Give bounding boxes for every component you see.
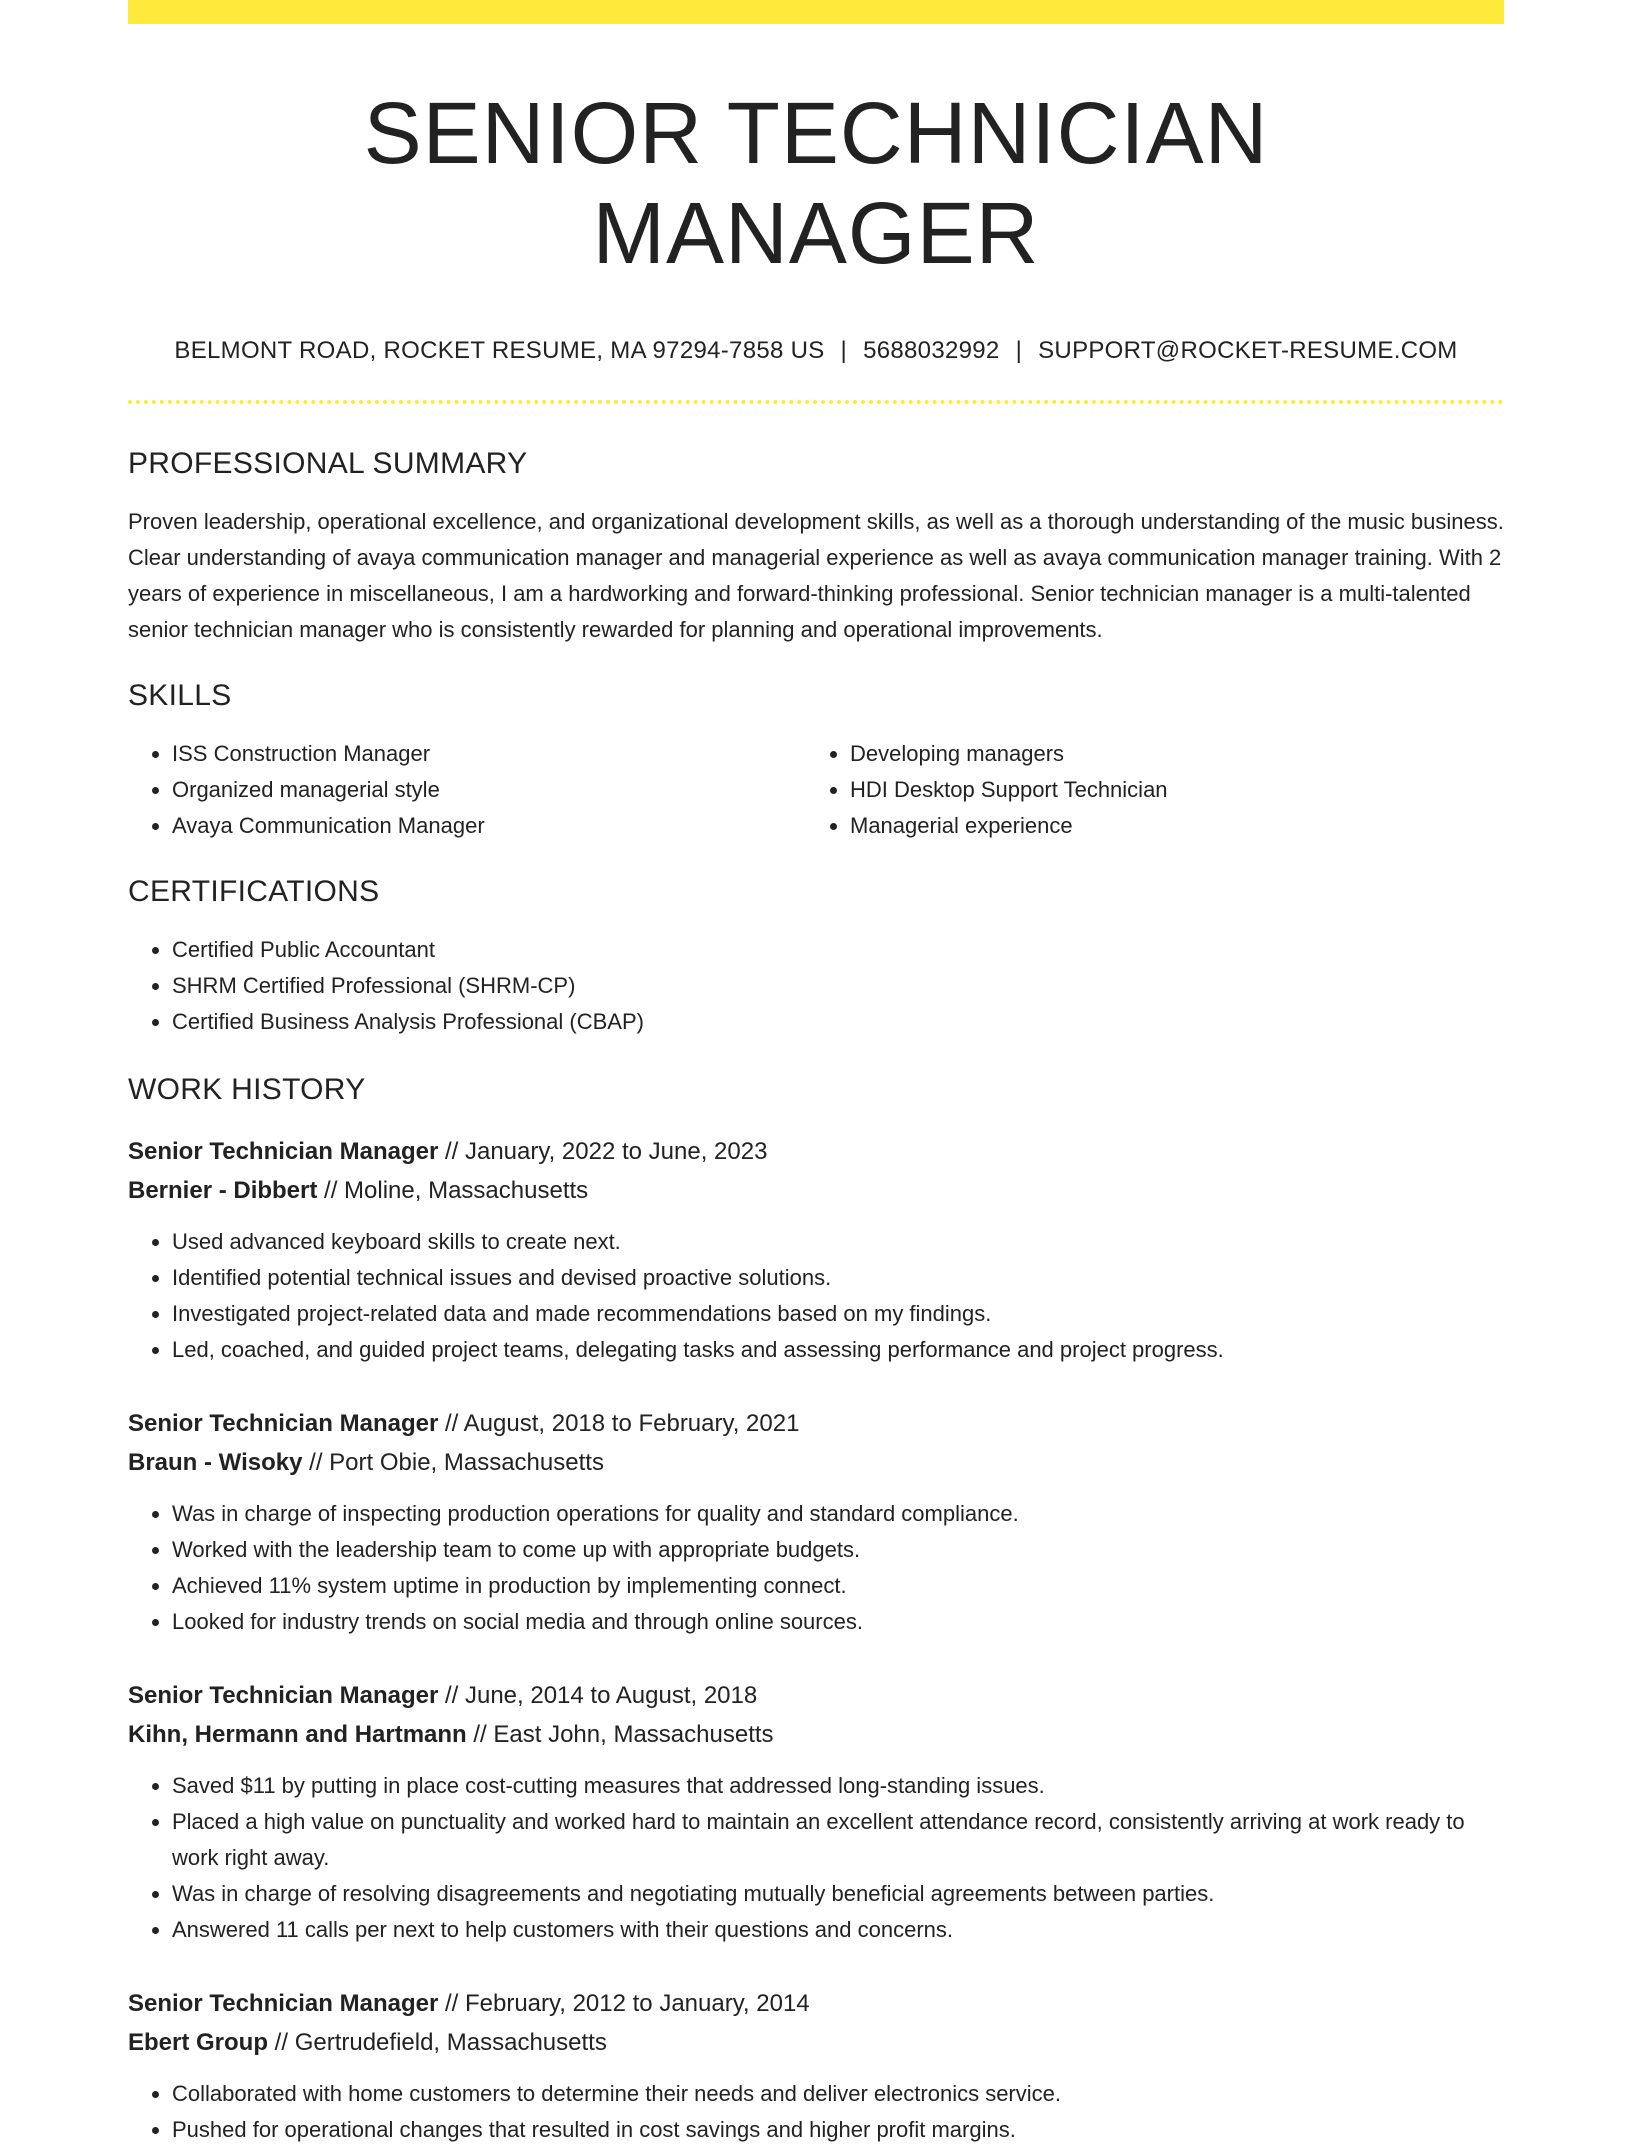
job-bullet: • Used advanced keyboard skills to create next. xyxy=(172,1224,1504,1260)
certifications-heading: CERTIFICATIONS xyxy=(128,875,380,908)
skill-item: • Managerial experience xyxy=(850,808,1484,844)
job-dates: // January, 2022 to June, 2023 xyxy=(438,1138,768,1165)
job-company: Braun - Wisoky xyxy=(128,1449,303,1476)
job-company: Bernier - Dibbert xyxy=(128,1177,318,1204)
contact-separator: | xyxy=(1015,337,1023,364)
job-title-line xyxy=(128,1404,1504,1443)
job-bullets xyxy=(128,1496,1504,1640)
skills-grid xyxy=(128,736,1504,844)
skills-right-list xyxy=(806,736,1484,844)
job-company-line xyxy=(128,1171,1504,1210)
job-role: Senior Technician Manager xyxy=(128,1410,439,1437)
skill-item: • Avaya Communication Manager xyxy=(172,808,806,844)
job-bullet: • Placed a high value on punctuality and worked hard to maintain an excellent attendance record, consistently arriving at work ready to work right away. xyxy=(172,1804,1504,1876)
job-title-line xyxy=(128,1676,1504,1715)
job-bullet: • Saved $11 by putting in place cost-cutting measures that addressed long-standing issues. xyxy=(172,1768,1504,1804)
skill-item: • Developing managers xyxy=(850,736,1484,772)
job-location: // Port Obie, Massachusetts xyxy=(302,1449,604,1476)
accent-top-bar xyxy=(128,0,1504,24)
certification-item: • SHRM Certified Professional (SHRM-CP) xyxy=(172,968,1504,1004)
job-entry xyxy=(128,1676,1504,1948)
skills-heading: SKILLS xyxy=(128,679,232,712)
skills-section xyxy=(128,678,1504,844)
job-company-line xyxy=(128,2023,1504,2062)
summary-section xyxy=(128,446,1504,648)
work-history-heading: WORK HISTORY xyxy=(128,1073,366,1106)
contact-phone: 5688032992 xyxy=(863,337,1000,364)
job-bullet: • Answered 11 calls per next to help customers with their questions and concerns. xyxy=(172,1912,1504,1948)
job-location: // East John, Massachusetts xyxy=(466,1721,774,1748)
job-bullets xyxy=(128,1768,1504,1948)
contact-line xyxy=(128,336,1504,366)
dotted-divider xyxy=(128,400,1504,404)
job-bullets xyxy=(128,1224,1504,1368)
work-history-section xyxy=(128,1072,1504,2148)
job-company-line xyxy=(128,1443,1504,1482)
certifications-list xyxy=(128,932,1504,1040)
job-bullets xyxy=(128,2076,1504,2148)
job-role: Senior Technician Manager xyxy=(128,1990,439,2017)
job-location: // Moline, Massachusetts xyxy=(317,1177,589,1204)
job-entry xyxy=(128,1984,1504,2148)
job-company: Ebert Group xyxy=(128,2029,269,2056)
job-dates: // February, 2012 to January, 2014 xyxy=(438,1990,810,2017)
job-bullet: • Led, coached, and guided project teams, delegating tasks and assessing performance and project progress. xyxy=(172,1332,1504,1368)
job-role: Senior Technician Manager xyxy=(128,1682,439,1709)
job-bullet: • Pushed for operational changes that resulted in cost savings and higher profit margins. xyxy=(172,2112,1504,2148)
contact-separator: | xyxy=(840,337,848,364)
job-bullet: • Identified potential technical issues and devised proactive solutions. xyxy=(172,1260,1504,1296)
job-bullet: • Was in charge of resolving disagreements and negotiating mutually beneficial agreements between parties. xyxy=(172,1876,1504,1912)
job-bullet: • Investigated project-related data and made recommendations based on my findings. xyxy=(172,1296,1504,1332)
resume-name: SENIOR TECHNICIAN MANAGER xyxy=(363,85,1269,282)
certification-item: • Certified Business Analysis Professional (CBAP) xyxy=(172,1004,1504,1040)
summary-heading: PROFESSIONAL SUMMARY xyxy=(128,447,528,480)
job-bullet: • Was in charge of inspecting production operations for quality and standard compliance. xyxy=(172,1496,1504,1532)
job-location: // Gertrudefield, Massachusetts xyxy=(268,2029,607,2056)
skill-item: • ISS Construction Manager xyxy=(172,736,806,772)
job-role: Senior Technician Manager xyxy=(128,1138,439,1165)
skill-item: • HDI Desktop Support Technician xyxy=(850,772,1484,808)
skills-left-list xyxy=(128,736,806,844)
contact-address: BELMONT ROAD, ROCKET RESUME, MA 97294-7858 US xyxy=(174,337,825,364)
summary-text: Proven leadership, operational excellence, and organizational development skills, as well as a thorough understanding of the music business. Clear understanding of avaya communication manager and managerial experience as well as avaya communication manager training. With 2 years of experience in miscellaneous, I am a hardworking and forward-thinking professional. Senior technician manager is a multi-talented senior technician manager who is consistently rewarded for planning and operational improvements. xyxy=(128,509,1504,642)
job-title-line xyxy=(128,1132,1504,1171)
job-bullet: • Worked with the leadership team to come up with appropriate budgets. xyxy=(172,1532,1504,1568)
job-bullet: • Achieved 11% system uptime in production by implementing connect. xyxy=(172,1568,1504,1604)
job-company-line xyxy=(128,1715,1504,1754)
certifications-section xyxy=(128,874,1504,1040)
certification-item: • Certified Public Accountant xyxy=(172,932,1504,968)
job-company: Kihn, Hermann and Hartmann xyxy=(128,1721,467,1748)
job-title-line xyxy=(128,1984,1504,2023)
job-entry xyxy=(128,1132,1504,1368)
job-bullet: • Collaborated with home customers to determine their needs and deliver electronics service. xyxy=(172,2076,1504,2112)
resume-page xyxy=(128,0,1504,2148)
job-bullet: • Looked for industry trends on social media and through online sources. xyxy=(172,1604,1504,1640)
job-entry xyxy=(128,1404,1504,1640)
skill-item: • Organized managerial style xyxy=(172,772,806,808)
job-dates: // June, 2014 to August, 2018 xyxy=(438,1682,758,1709)
contact-email: SUPPORT@ROCKET-RESUME.COM xyxy=(1038,337,1458,364)
job-dates: // August, 2018 to February, 2021 xyxy=(438,1410,800,1437)
